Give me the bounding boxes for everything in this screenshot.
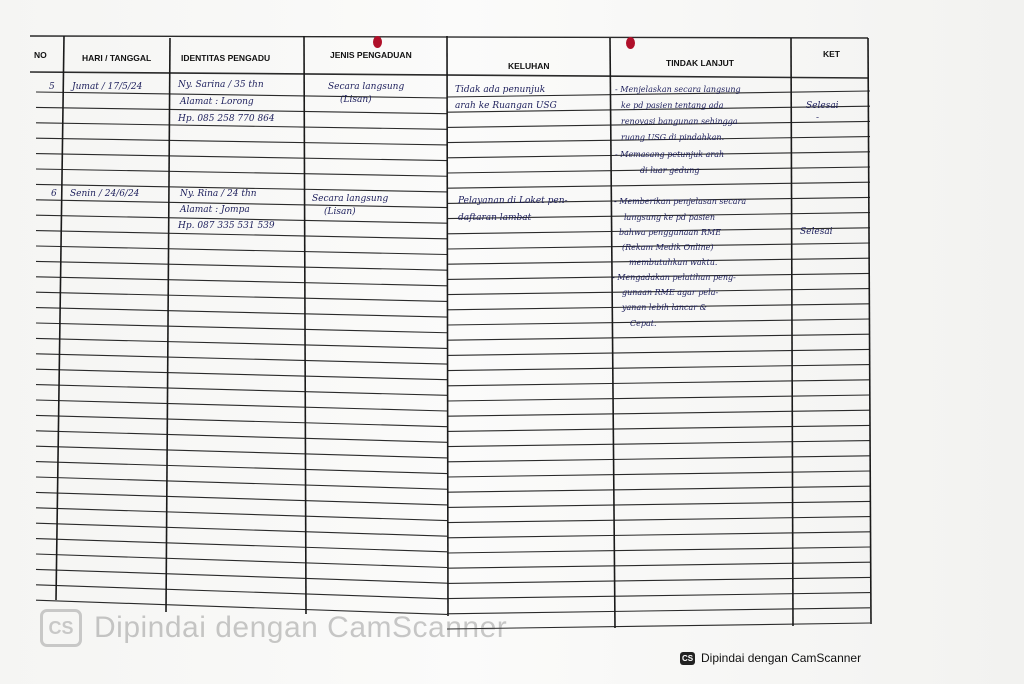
header-identitas-pengadu: IDENTITAS PENGADU xyxy=(181,53,271,63)
watermark-text: Dipindai dengan CamScanner xyxy=(94,611,508,644)
ruled-line xyxy=(36,292,447,301)
row-5-tindak-line3: renovasi bangunan sehingga xyxy=(621,117,738,126)
ruled-line xyxy=(447,425,870,431)
ruled-line xyxy=(36,431,447,443)
ruled-line xyxy=(36,138,447,145)
ruled-line xyxy=(36,354,447,364)
row-6-identitas-hp: Hp. 087 335 531 539 xyxy=(178,221,275,231)
row-6-tindak-line7: gunaan RME agar pela- xyxy=(622,288,719,297)
ruled-line xyxy=(447,562,870,568)
ruled-line xyxy=(36,569,447,583)
row-6-tindak-line5: membutuhkan waktu. xyxy=(629,258,718,267)
row-6-keluhan-line2: daftaran lambat xyxy=(458,213,532,223)
row-5-identitas-hp: Hp. 085 258 770 864 xyxy=(178,114,275,124)
ruled-line xyxy=(447,517,870,523)
row-6-tindak-line3: bahwa penggunaan RME xyxy=(619,228,722,237)
ruled-line xyxy=(447,471,870,477)
ruled-line xyxy=(36,539,447,552)
row-6-tindak-line2: langsung ke pd pasien xyxy=(624,213,716,222)
row-5-keluhan-line1: Tidak ada penunjuk xyxy=(455,85,546,95)
ruled-line xyxy=(447,319,870,325)
ruled-line xyxy=(447,577,870,583)
ruled-line xyxy=(36,323,447,333)
ruled-line xyxy=(447,623,870,629)
red-pin-mark xyxy=(626,37,635,49)
row-6-ket: Selesai xyxy=(800,227,833,237)
row-6-keluhan-line1: Pelayanan di Loket pen- xyxy=(458,196,568,206)
row-5-tindak-line6: di luar gedung xyxy=(640,166,700,175)
ruled-line xyxy=(447,334,870,340)
ruled-line xyxy=(36,477,447,489)
row-5-tindak-line5: - Memasang petunjuk arah xyxy=(615,150,725,159)
row-6-jenis-line1: Secara langsung xyxy=(312,194,389,204)
row-5-ket: Selesai xyxy=(806,101,839,111)
ruled-line xyxy=(36,400,447,411)
ruled-line xyxy=(447,349,870,355)
header-hari-tanggal: HARI / TANGGAL xyxy=(82,53,152,63)
row-6-identitas-alamat: Alamat : Jompa xyxy=(180,205,250,215)
header-ket: KET xyxy=(823,49,840,59)
ruled-line xyxy=(447,501,870,507)
row-6-identitas-name: Ny. Rina / 24 thn xyxy=(180,189,257,199)
row-6-tindak-line1: - Memberikan penjelasan secara xyxy=(614,197,747,206)
header-keluhan: KELUHAN xyxy=(508,61,550,71)
ruled-line xyxy=(447,182,870,188)
row-6-tindak-line4: (Rekam Medik Online) xyxy=(622,243,714,252)
footer-text: Dipindai dengan CamScanner xyxy=(701,651,862,665)
row-5-tanggal: Jumat / 17/5/24 xyxy=(72,82,143,92)
row-5-keluhan-line2: arah ke Ruangan USG xyxy=(455,101,557,111)
camscanner-footer xyxy=(680,651,861,665)
ruled-line xyxy=(447,608,870,614)
row-6-tindak-line6: - Mengadakan pelatihan peng- xyxy=(612,273,736,282)
ruled-line xyxy=(447,486,870,492)
ruled-line xyxy=(36,169,447,176)
ruled-line xyxy=(36,246,447,255)
row-6-tindak-line9: Cepat. xyxy=(630,319,657,328)
ruled-line xyxy=(36,385,447,396)
row-5-no: 5 xyxy=(49,82,55,92)
ruled-line xyxy=(36,107,447,113)
ruled-line xyxy=(36,462,447,474)
row-6-tanggal: Senin / 24/6/24 xyxy=(70,189,140,199)
ruled-line xyxy=(447,532,870,538)
ruled-line xyxy=(447,380,870,386)
header-jenis-pengaduan: JENIS PENGADUAN xyxy=(330,50,412,60)
ruled-line xyxy=(36,415,447,426)
ruled-line xyxy=(36,261,447,270)
red-pin-mark xyxy=(373,36,382,48)
row-6-jenis-line2: (Lisan) xyxy=(324,207,356,217)
ruled-line xyxy=(447,410,870,416)
camscanner-watermark xyxy=(40,606,507,650)
header-no: NO xyxy=(34,50,47,60)
ruled-line xyxy=(36,369,447,380)
ruled-line xyxy=(447,456,870,462)
row-5-tindak-line1: - Menjelaskan secara langsung xyxy=(615,85,741,94)
ruled-line xyxy=(447,547,870,553)
ruled-line xyxy=(36,277,447,286)
ruled-line xyxy=(36,523,447,536)
row-5-ket-dash: - xyxy=(816,113,820,123)
row-6-tindak-line8: yanan lebih lancar & xyxy=(622,303,707,312)
camscanner-icon: CS xyxy=(681,653,694,663)
ruled-line xyxy=(36,338,447,348)
ruled-line xyxy=(36,231,447,239)
ruled-line xyxy=(447,441,870,447)
ruled-line xyxy=(30,36,868,38)
row-5-identitas-name: Ny. Sarina / 35 thn xyxy=(178,80,264,90)
ruled-line xyxy=(36,585,447,599)
ruled-line xyxy=(36,308,447,318)
ruled-line xyxy=(447,365,870,371)
ruled-line xyxy=(36,508,447,521)
ruled-line xyxy=(36,446,447,458)
row-5-jenis-line1: Secara langsung xyxy=(328,82,405,92)
row-5-tindak-line2: ke pd pasien tentang ada xyxy=(621,101,724,110)
ruled-line xyxy=(36,554,447,568)
ruled-line xyxy=(30,72,868,78)
camscanner-logo-icon: CS xyxy=(40,609,82,647)
row-5-jenis-line2: (Lisan) xyxy=(340,95,372,105)
ruled-line xyxy=(36,154,447,161)
row-5-tindak-line4: ruang USG di pindahkan. xyxy=(621,133,725,142)
ruled-line xyxy=(447,593,870,599)
ruled-line xyxy=(36,492,447,505)
ruled-line xyxy=(447,395,870,401)
row-5-identitas-alamat: Alamat : Lorong xyxy=(180,97,254,107)
row-6-no: 6 xyxy=(51,189,57,199)
header-tindak-lanjut: TINDAK LANJUT xyxy=(666,58,734,68)
